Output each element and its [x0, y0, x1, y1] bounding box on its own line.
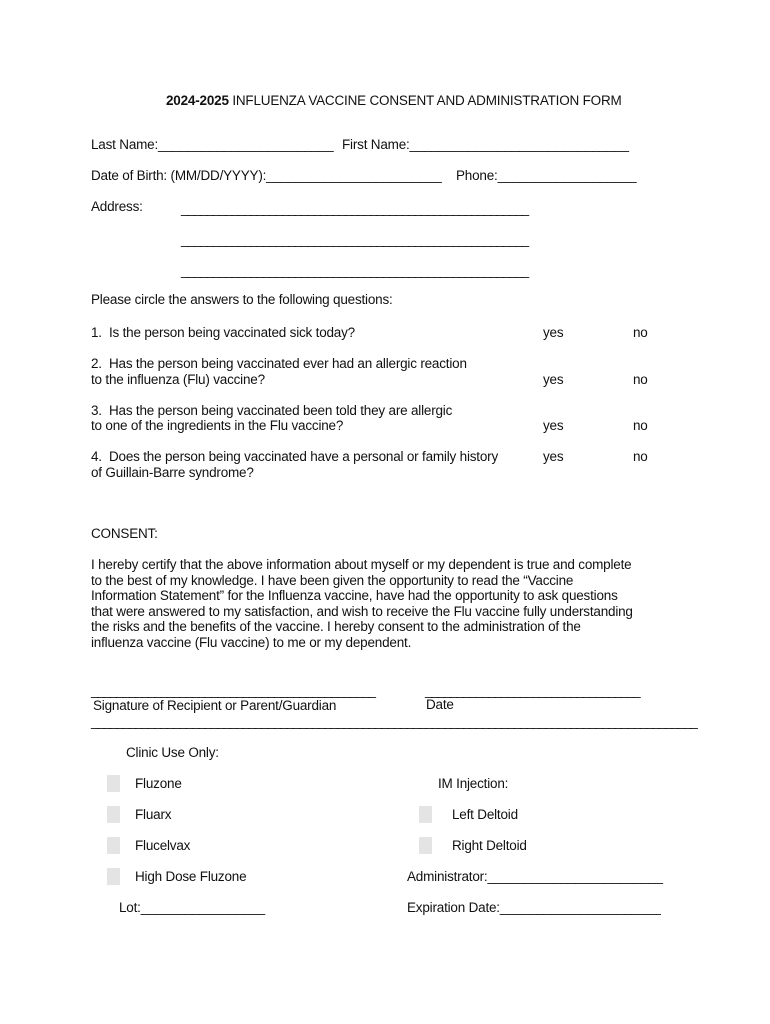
consent-heading: CONSENT: — [91, 526, 158, 541]
question-2-line-2: to the influenza (Flu) vaccine? — [91, 372, 265, 387]
high-dose-fluzone-label: High Dose Fluzone — [135, 869, 247, 884]
right-deltoid-label: Right Deltoid — [452, 838, 527, 853]
flucelvax-label: Flucelvax — [135, 838, 191, 853]
consent-line: Information Statement” for the Influenza vaccine, have had the opportunity to ask questions — [91, 588, 618, 603]
question-number: 2. — [91, 356, 102, 371]
consent-line: that were answered to my satisfaction, and wish to receive the Flu vaccine fully understanding — [91, 603, 633, 619]
fluarx-label: Fluarx — [135, 807, 172, 822]
question-2-yes[interactable]: yes — [543, 372, 564, 387]
address-line-2[interactable]: _______________________________________________________ — [181, 232, 528, 247]
address-label: Address: — [91, 199, 143, 214]
question-number: 4. — [91, 449, 102, 464]
question-3 — [91, 403, 452, 419]
question-1-yes[interactable]: yes — [543, 325, 564, 340]
question-1-no[interactable]: no — [633, 325, 648, 340]
consent-paragraph — [91, 557, 691, 650]
form-title-year: 2024-2025 — [166, 93, 229, 108]
fluzone-checkbox[interactable] — [107, 775, 120, 792]
question-1 — [91, 325, 355, 341]
consent-line: influenza vaccine (Flu vaccine) to me or my dependent. — [91, 634, 412, 650]
question-4-no[interactable]: no — [633, 449, 648, 464]
lot-field[interactable]: Lot:_________________ — [119, 900, 265, 915]
question-text: Is the person being vaccinated sick today? — [108, 325, 355, 340]
signature-line[interactable]: _____________________________________________ — [91, 683, 375, 698]
expiration-date-field[interactable]: Expiration Date:______________________ — [407, 900, 661, 915]
left-deltoid-checkbox[interactable] — [419, 806, 432, 823]
fluzone-label: Fluzone — [135, 776, 182, 791]
consent-line: to the best of my knowledge. I have been given the opportunity to read the “Vaccine — [91, 572, 574, 588]
question-number: 3. — [91, 403, 102, 418]
first-name-field[interactable]: First Name:______________________________ — [342, 137, 629, 152]
question-4 — [91, 449, 498, 465]
instructions-text: Please circle the answers to the following questions: — [91, 292, 393, 307]
fluarx-checkbox[interactable] — [107, 806, 120, 823]
question-text: Has the person being vaccinated ever had an allergic reaction — [108, 356, 467, 371]
last-name-field[interactable]: Last Name:________________________ — [91, 137, 334, 152]
flucelvax-checkbox[interactable] — [107, 837, 120, 854]
date-line[interactable]: __________________________________ — [425, 683, 640, 698]
left-deltoid-label: Left Deltoid — [452, 807, 518, 822]
im-injection-label: IM Injection: — [438, 776, 509, 791]
question-2 — [91, 356, 467, 372]
question-text: Does the person being vaccinated have a personal or family history — [108, 449, 498, 464]
dob-field[interactable]: Date of Birth: (MM/DD/YYYY):________________________ — [91, 168, 442, 183]
form-title — [166, 93, 622, 109]
question-4-yes[interactable]: yes — [543, 449, 564, 464]
question-2-no[interactable]: no — [633, 372, 648, 387]
administrator-field[interactable]: Administrator:________________________ — [407, 869, 663, 884]
form-title-text: INFLUENZA VACCINE CONSENT AND ADMINISTRATION FORM — [228, 93, 622, 108]
question-3-yes[interactable]: yes — [543, 418, 564, 433]
high-dose-fluzone-checkbox[interactable] — [107, 868, 120, 885]
consent-line: I hereby certify that the above information about myself or my dependent is true and complete — [91, 557, 632, 572]
clinic-use-heading: Clinic Use Only: — [126, 745, 219, 760]
signature-label: Signature of Recipient or Parent/Guardian — [93, 698, 337, 713]
phone-field[interactable]: Phone:___________________ — [456, 168, 637, 183]
address-line-3[interactable]: _______________________________________________________ — [181, 263, 528, 278]
question-number: 1. — [91, 325, 102, 340]
question-3-line-2: to one of the ingredients in the Flu vaccine? — [91, 418, 344, 433]
right-deltoid-checkbox[interactable] — [419, 837, 432, 854]
question-3-no[interactable]: no — [633, 418, 648, 433]
consent-line: the risks and the benefits of the vaccine. I hereby consent to the administration of the — [91, 619, 581, 634]
question-4-line-2: of Guillain-Barre syndrome? — [91, 465, 254, 480]
section-divider: ________________________________________________________________________________________________ — [91, 714, 697, 729]
address-line-1[interactable]: _______________________________________________________ — [181, 201, 528, 216]
date-label: Date — [426, 697, 454, 712]
question-text: Has the person being vaccinated been told they are allergic — [108, 403, 453, 418]
